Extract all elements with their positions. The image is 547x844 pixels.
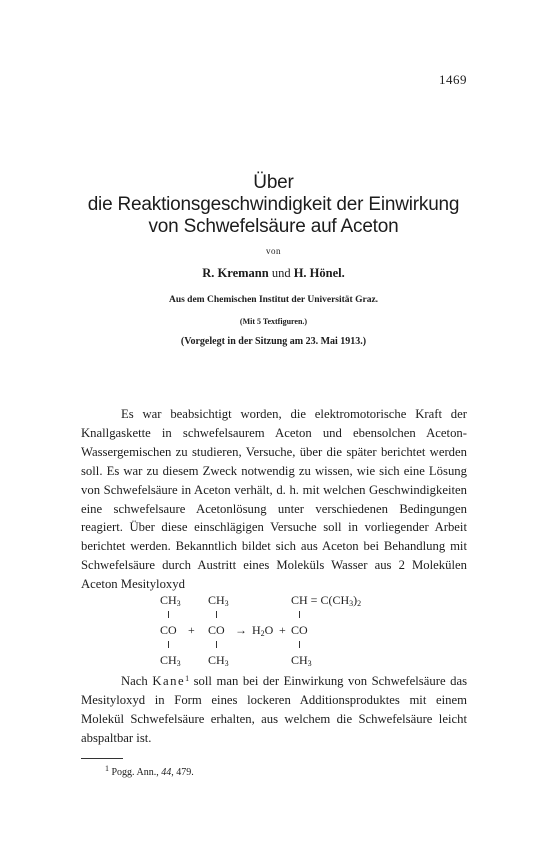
title-line-1: Über: [253, 172, 294, 193]
formula-plus-2: +: [279, 623, 286, 637]
title-line-2: die Reaktionsgeschwindigkeit der Einwirkung: [87, 194, 460, 215]
formula-arrow: →: [235, 623, 247, 637]
formula-ch3-top-2: $CH_3$: [208, 593, 229, 608]
authors: [0, 266, 547, 281]
von-label: von: [266, 246, 281, 256]
paragraph-2-nach: Nach: [121, 674, 148, 688]
bond-1: [168, 611, 169, 618]
formula-ch3-bottom-1: $CH_3$: [160, 653, 181, 668]
submitted-date: (Vorgelegt in der Sitzung am 23. Mai 1913.): [180, 336, 367, 347]
footnote-volume: 44: [161, 767, 172, 778]
paragraph-2-rest: soll man bei der Einwirkung von Schwefelsäure das Mesityloxyd in Form eines lockeren Additionsproduktes mit einem Molekül Schwefelsäure erhalten, aus welchem die Schwefelsäure leicht abspaltbar ist.: [81, 674, 468, 745]
paragraph-1-text: Es war beabsichtigt worden, die elektromotorische Kraft der Knallgaskette in schwefelsaurem Aceton und ebensolchen Aceton-Wassergemischen zu studieren, Versuche, über die später berichtet werden soll. Es war zu diesem Zweck notwendig zu wissen, wie sich eine Lösung von Schwefelsäure in Aceton verhält, d. h. mit welchen Geschwindigkeiten eine schwefelsaure Acetonlösung unter verschiedenen Bedingungen reagiert. Über diese einschlägigen Versuche soll in vorliegender Arbeit berichtet werden. Bekanntlich bildet sich aus Aceton bei Behandlung mit Schwefelsäure durch Austritt eines Moleküls Wasser aus 2 Molekülen Aceton Mesityloxyd: [81, 407, 467, 592]
formula-ch3-top-1: $CH_3$: [160, 593, 181, 608]
title-line-3: von Schwefelsäure auf Aceton: [148, 216, 399, 237]
authors-und: und: [271, 266, 291, 280]
bond-2: [216, 611, 217, 618]
bond-5: [216, 641, 217, 648]
formula-plus-1: +: [188, 623, 195, 637]
formula-co-1: CO: [160, 623, 177, 637]
header-block: [0, 172, 547, 347]
bond-3: [299, 611, 300, 618]
institute: Aus dem Chemischen Institut der Universität Graz.: [168, 295, 379, 305]
author-kane: Kane: [152, 674, 186, 688]
formula-co-2: CO: [208, 623, 225, 637]
formula-ch3-bottom-2: $CH_3$: [208, 653, 229, 668]
paragraph-1: [81, 405, 467, 594]
footnote-page: , 479.: [171, 767, 194, 778]
paragraph-2: [81, 670, 467, 748]
footnote-source: Pogg. Ann.,: [111, 767, 159, 778]
paragraph-2-text: [81, 670, 467, 748]
footnote: [105, 764, 194, 778]
footnote-ref: 1: [185, 674, 190, 683]
figures-note: (Mit 5 Textfiguren.): [239, 317, 308, 326]
author-2: H. Hönel.: [293, 266, 345, 280]
author-1: R. Kremann: [202, 266, 269, 280]
formula-ch-eq: CH = $C(CH_3)_2$: [291, 593, 362, 608]
footnote-mark: 1: [105, 764, 109, 773]
formula-h2o: $H_2O$: [252, 623, 274, 638]
formula-ch3-bottom-3: $CH_3$: [291, 653, 312, 668]
page-number: 1469: [439, 72, 467, 87]
bond-4: [168, 641, 169, 648]
formula-co-3: CO: [291, 623, 308, 637]
footnote-divider: [81, 758, 123, 759]
bond-6: [299, 641, 300, 648]
